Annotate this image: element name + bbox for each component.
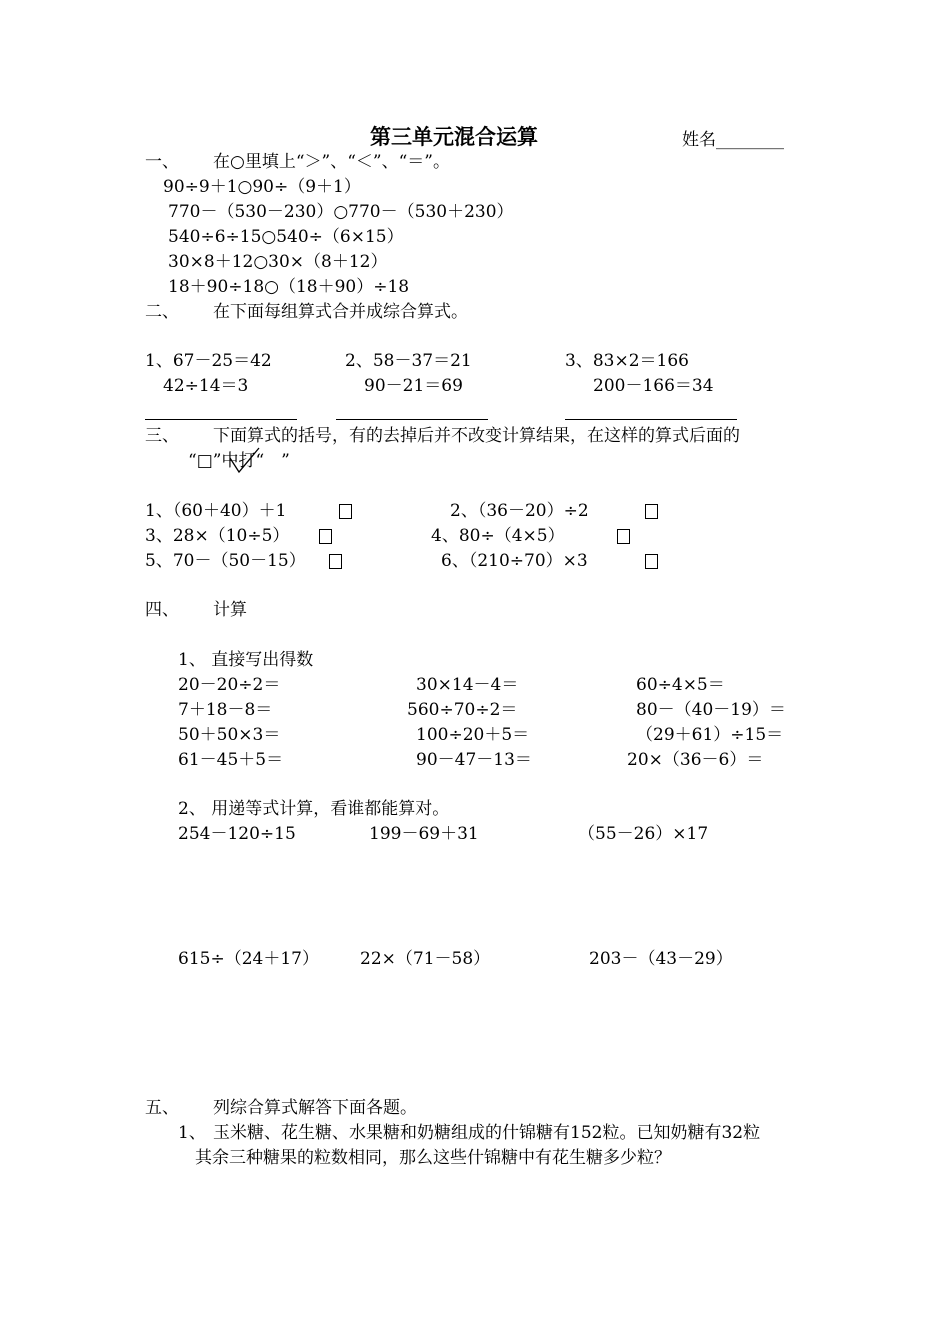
group-1-line-1: 1、67－25＝42 <box>145 351 272 371</box>
section-3-instruction: 下面算式的括号，有的去掉后并不改变计算结果，在这样的算式后面的 <box>213 426 740 446</box>
checkbox-3[interactable] <box>319 529 332 544</box>
checkbox-6[interactable] <box>645 554 658 569</box>
quick-calc-4-3: 20×（36－6）＝ <box>627 750 764 770</box>
bracket-item-1: 1、（60＋40）＋1 <box>145 501 287 521</box>
problem-1-number: 1、 <box>178 1123 206 1143</box>
checkmark-icon <box>226 446 262 476</box>
quick-calc-3-2: 100÷20＋5＝ <box>416 725 530 745</box>
quick-calc-1-2: 30×14－4＝ <box>416 675 519 695</box>
checkbox-1[interactable] <box>339 504 352 519</box>
quick-calc-2-2: 560÷70÷2＝ <box>407 700 518 720</box>
step-calc-4: 615÷（24＋17） <box>178 949 319 969</box>
quick-calc-3-3: （29＋61）÷15＝ <box>636 725 784 745</box>
section-5-number: 五、 <box>145 1098 179 1118</box>
answer-line-3[interactable] <box>565 419 737 420</box>
section-2-instruction: 在下面每组算式合并成综合算式。 <box>213 302 468 322</box>
subsection-2-title: 2、 用递等式计算，看谁都能算对。 <box>178 799 450 819</box>
name-field-label: 姓名________ <box>682 130 784 150</box>
bracket-item-4: 4、80÷（4×5） <box>431 526 565 546</box>
step-calc-6: 203－（43－29） <box>589 949 733 969</box>
quick-calc-3-1: 50＋50×3＝ <box>178 725 281 745</box>
section-3-number: 三、 <box>145 426 179 446</box>
group-3-line-1: 3、83×2＝166 <box>565 351 689 371</box>
compare-item-5: 18＋90÷18○（18＋90）÷18 <box>168 277 410 297</box>
answer-line-1[interactable] <box>145 419 297 420</box>
group-1-line-2: 42÷14＝3 <box>163 376 249 396</box>
section-4-number: 四、 <box>145 600 179 620</box>
step-calc-3: （55－26）×17 <box>578 824 709 844</box>
bracket-item-2: 2、（36－20）÷2 <box>450 501 589 521</box>
group-2-line-1: 2、58－37＝21 <box>345 351 472 371</box>
group-2-line-2: 90－21＝69 <box>364 376 463 396</box>
group-3-line-2: 200－166＝34 <box>593 376 714 396</box>
problem-1-line-2: 其余三种糖果的粒数相同，那么这些什锦糖中有花生糖多少粒？ <box>195 1148 671 1168</box>
checkbox-5[interactable] <box>329 554 342 569</box>
section-2-number: 二、 <box>145 302 179 322</box>
compare-item-2: 770－（530－230）○770－（530＋230） <box>168 202 514 222</box>
section-1-instruction: 在○里填上“＞”、“＜”、“＝”。 <box>213 152 450 172</box>
step-calc-1: 254－120÷15 <box>178 824 296 844</box>
section-1-number: 一、 <box>145 152 179 172</box>
section-5-instruction: 列综合算式解答下面各题。 <box>213 1098 417 1118</box>
compare-item-3: 540÷6÷15○540÷（6×15） <box>168 227 404 247</box>
step-calc-5: 22×（71－58） <box>360 949 491 969</box>
compare-item-4: 30×8＋12○30×（8＋12） <box>168 252 388 272</box>
page-title: 第三单元混合运算 <box>370 124 538 149</box>
step-calc-2: 199－69＋31 <box>369 824 479 844</box>
quick-calc-2-3: 80－（40－19）＝ <box>636 700 786 720</box>
checkbox-2[interactable] <box>645 504 658 519</box>
checkbox-4[interactable] <box>617 529 630 544</box>
subsection-1-title: 1、 直接写出得数 <box>178 650 314 670</box>
quick-calc-4-2: 90－47－13＝ <box>416 750 532 770</box>
bracket-item-6: 6、（210÷70）×3 <box>441 551 588 571</box>
answer-line-2[interactable] <box>336 419 488 420</box>
quick-calc-2-1: 7＋18－8＝ <box>178 700 273 720</box>
quick-calc-1-3: 60÷4×5＝ <box>636 675 725 695</box>
problem-1-line-1: 玉米糖、花生糖、水果糖和奶糖组成的什锦糖有152粒。已知奶糖有32粒 <box>213 1123 761 1143</box>
quick-calc-4-1: 61－45＋5＝ <box>178 750 284 770</box>
section-4-title: 计算 <box>213 600 247 620</box>
bracket-item-5: 5、70－（50－15） <box>145 551 306 571</box>
bracket-item-3: 3、28×（10÷5） <box>145 526 290 546</box>
compare-item-1: 90÷9＋1○90÷（9＋1） <box>163 177 361 197</box>
section-3-instruction-2: “□”中打“ ” <box>188 451 290 471</box>
quick-calc-1-1: 20－20÷2＝ <box>178 675 281 695</box>
